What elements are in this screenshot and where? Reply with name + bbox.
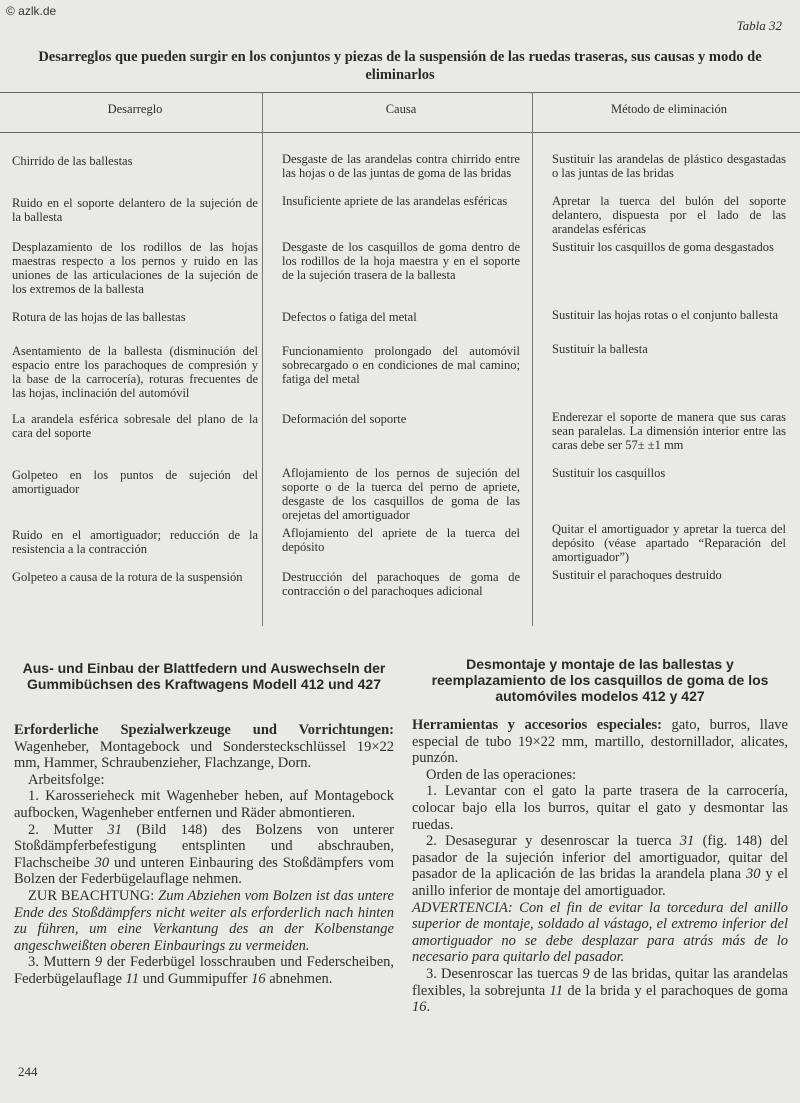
row-8-metodo: Sustituir el parachoques destruido — [552, 568, 722, 582]
german-steps-label: Arbeitsfolge: — [28, 771, 105, 788]
row-4-desarreglo: Asentamiento de la ballesta (disminución del espacio entre los parachoques de compresión y la base de la carrocería), roturas frecuentes de las hojas, inclinación del automóvil — [12, 344, 258, 400]
row-5-metodo: Enderezar el soporte de manera que sus caras sean paralelas. La dimensión interior entre las caras debe ser 57± ±1 mm — [552, 410, 786, 452]
row-2-desarreglo: Desplazamiento de los rodillos de las hojas maestras respecto a los pernos y ruido en las uniones de las articulaciones de la sujeción de los extremos de la ballesta — [12, 240, 258, 296]
row-1-causa: Insuficiente apriete de las arandelas esféricas — [282, 194, 508, 208]
spanish-step-3: 3. Desenroscar las tuercas 9 de las bridas, quitar las arandelas flexibles, la sobrejunta 11 de la brida y el parachoques de goma 16. — [412, 965, 788, 1016]
table-top-rule — [0, 92, 800, 93]
row-7-desarreglo: Ruido en el amortiguador; reducción de la resistencia a la contracción — [12, 528, 258, 556]
german-tools-text: Wagenheber, Montagebock und Sondersteckschlüssel 19×22 mm, Hammer, Schraubenzieher, Flachzange, Dorn. — [14, 738, 394, 772]
row-6-causa: Aflojamiento de los pernos de sujeción del soporte o de la tuerca del perno de apriete, desgaste de los casquillos de goma de las orejetas del amortiguador — [282, 466, 520, 522]
row-3-causa: Defectos o fatiga del metal — [282, 310, 417, 324]
row-0-desarreglo: Chirrido de las ballestas — [12, 154, 133, 168]
row-7-causa: Aflojamiento del apriete de la tuerca del depósito — [282, 526, 520, 554]
spanish-section-title: Desmontaje y montaje de las ballestas y reemplazamiento de los casquillos de goma de los automóviles modelos 412 y 427 — [431, 656, 769, 704]
row-3-desarreglo: Rotura de las hojas de las ballestas — [12, 310, 186, 324]
row-2-causa: Desgaste de los casquillos de goma dentro de los rodillos de la hoja maestra y en el soporte de la sujeción trasera de la ballesta — [282, 240, 520, 282]
table-title: Desarreglos que pueden surgir en los conjuntos y piezas de la suspensión de las ruedas traseras, sus causas y modo de eliminarlos — [38, 49, 762, 83]
german-section-title: Aus- und Einbau der Blattfedern und Auswechseln der Gummibüchsen des Kraftwagens Modell 412 und 427 — [22, 660, 386, 692]
row-3-metodo: Sustituir las hojas rotas o el conjunto ballesta — [552, 308, 779, 322]
spanish-order-label: Orden de las operaciones: — [426, 766, 577, 783]
german-note: ZUR BEACHTUNG: Zum Abziehen vom Bolzen ist das untere Ende des Stoßdämpfers nicht weiter als erforderlich nach hinten zu führen, um eine Verkantung des an der Kolbenstange angeschweißten oberen Einbaurings zu vermeiden. — [14, 887, 394, 954]
spanish-note: ADVERTENCIA: Con el fin de evitar la torcedura del anillo superior de montaje, soldado al vástago, el extremo inferior del amortiguador no se debe desplazar para atrás más de lo necesario para quitarlo del pasador. — [412, 899, 788, 966]
row-8-causa: Destrucción del parachoques de goma de contracción o del parachoques adicional — [282, 570, 520, 598]
header-causa: Causa — [385, 102, 417, 116]
row-4-causa: Funcionamiento prolongado del automóvil sobrecargado o en condiciones de mal camino; fatiga del metal — [282, 344, 520, 386]
spanish-step-1: 1. Levantar con el gato la parte trasera de la carrocería, colocar bajo ella los burros, quitar el gato y desmontar las ruedas. — [412, 783, 788, 833]
fault-table — [0, 92, 800, 626]
row-1-desarreglo: Ruido en el soporte delantero de la sujeción de la ballesta — [12, 196, 258, 224]
row-6-metodo: Sustituir los casquillos — [552, 466, 666, 480]
german-step-2: 2. Mutter 31 (Bild 148) des Bolzens von unterer Stoßdämpferbefestigung entsplinten und abschrauben, Flachscheibe 30 und unteren Einbauring des Stoßdämpfers vom Bolzen der Federbügelauflage nehmen. — [14, 821, 394, 888]
row-5-causa: Deformación del soporte — [282, 412, 407, 426]
spanish-tools-text: gato, burros, llave especial de tubo 19×22 mm, martillo, destornillador, alicates, punzón. — [412, 717, 788, 767]
row-8-desarreglo: Golpeteo a causa de la rotura de la suspensión — [12, 570, 243, 584]
german-step-3: 3. Muttern 9 der Federbügel losschrauben und Federscheiben, Federbügelauflage 11 und Gummipuffer 16 abnehmen. — [14, 954, 394, 987]
spanish-tools-label: Herramientas y accesorios especiales: — [412, 717, 662, 733]
header-metodo: Método de eliminación — [611, 102, 727, 116]
column-divider-1 — [262, 92, 263, 626]
row-0-metodo: Sustituir las arandelas de plástico desgastadas o las juntas de las bridas — [552, 152, 786, 180]
table-label: Tabla 32 — [736, 18, 782, 33]
row-7-metodo: Quitar el amortiguador y apretar la tuerca del depósito (véase apartado “Reparación del amortiguador”) — [552, 522, 786, 564]
row-2-metodo: Sustituir los casquillos de goma desgastados — [552, 240, 774, 254]
german-body — [14, 722, 394, 988]
spanish-body — [412, 717, 788, 1016]
row-4-metodo: Sustituir la ballesta — [552, 342, 648, 356]
spanish-step-2: 2. Desasegurar y desenroscar la tuerca 31 (fig. 148) del pasador de la sujeción inferior del amortiguador, quitar del pasador de la aplicación de las bridas la arandela plana 30 y el anillo inferior de montaje del amortiguador. — [412, 833, 789, 899]
page-number: 244 — [18, 1064, 38, 1079]
row-1-metodo: Apretar la tuerca del bulón del soporte delantero, dispuesta por el lado de las arandelas esféricas — [552, 194, 786, 236]
row-0-causa: Desgaste de las arandelas contra chirrido entre las hojas o de las juntas de goma de las bridas — [282, 152, 520, 180]
german-tools-label: Erforderliche Spezialwerkzeuge und Vorrichtungen: — [14, 722, 394, 738]
watermark-text: © azlk.de — [6, 4, 57, 18]
row-6-desarreglo: Golpeteo en los puntos de sujeción del amortiguador — [12, 468, 258, 496]
header-desarreglo: Desarreglo — [107, 102, 163, 116]
row-5-desarreglo: La arandela esférica sobresale del plano de la cara del soporte — [12, 412, 258, 440]
column-divider-2 — [532, 92, 533, 626]
table-header-rule — [0, 132, 800, 133]
german-step-1: 1. Karosserieheck mit Wagenheber heben, auf Montagebock aufbocken, Wagenheber entfernen und Räder abmontieren. — [14, 788, 394, 821]
